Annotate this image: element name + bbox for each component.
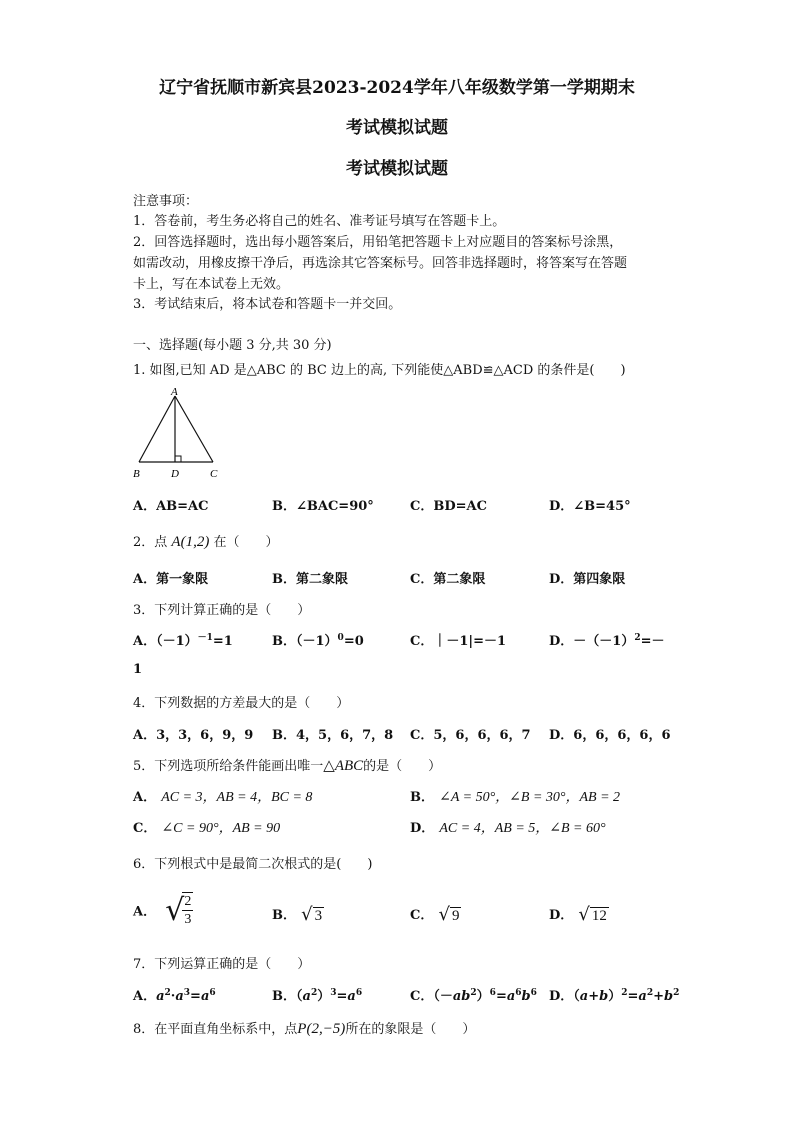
q3-d-base: D．－（－1） (549, 634, 635, 649)
q5-option-a (133, 786, 312, 806)
q3-b-sup: 0 (337, 633, 344, 643)
q5-stem (133, 755, 441, 775)
q6-c-radicand: 9 (451, 907, 460, 924)
q3-option-d (549, 630, 665, 649)
q1-option-b: B．∠BAC=90° (272, 499, 374, 514)
q1-option-c: C．BD=AC (410, 499, 487, 514)
q6-a-denominator: 3 (184, 912, 192, 927)
q5-d-label: D． (410, 821, 435, 836)
q3-stem: 3．下列计算正确的是（ ） (133, 603, 311, 618)
q6-d-radicand: 12 (591, 907, 607, 924)
notes-heading: 注意事项： (133, 194, 199, 209)
note-2a: 2．回答选择题时，选出每小题答案后，用铅笔把答题卡上对应题目的答案标号涂黑， (133, 235, 623, 250)
q5-option-b (410, 786, 620, 806)
q7-option-b: B．$(a^2)^3=a^6$ (272, 988, 363, 1004)
q8-stem-suffix: 所在的象限是（ ） (345, 1022, 476, 1037)
right-angle-mark (175, 456, 181, 462)
q5-a-label: A． (133, 790, 157, 805)
q3-option-d-wrap: 1 (133, 662, 143, 677)
q3-option-b (272, 630, 364, 649)
q6-c-label: C． (410, 908, 434, 923)
side-ac (175, 396, 213, 462)
q2-point: A(1,2) (171, 534, 210, 550)
q2-option-a: A．第一象限 (133, 572, 209, 587)
q7-option-a: A．$a^2\cdot a^3=a^6$ (133, 988, 216, 1004)
q6-b-label: B． (272, 908, 296, 923)
q3-b-rest: =0 (343, 634, 364, 649)
q1-option-a: A．AB=AC (133, 499, 209, 514)
side-ab (139, 396, 175, 462)
q8-point: P(2,−5) (297, 1021, 346, 1037)
q6-d-label: D． (549, 908, 574, 923)
q3-a-sup: －1 (197, 633, 213, 643)
q5-d-text: AC = 4，AB = 5，∠B = 60° (439, 821, 606, 836)
q6-option-b (272, 904, 324, 925)
label-c: C (210, 468, 218, 480)
q3-option-c: C．｜－1|=－1 (410, 634, 507, 649)
q5-option-d (410, 817, 606, 837)
q7-c-label: C． (410, 989, 434, 1004)
q3-a-rest: =1 (212, 634, 233, 649)
section-heading: 一、选择题(每小题 3 分,共 30 分) (133, 338, 332, 353)
q3-d-sup: 2 (634, 633, 641, 643)
sqrt-icon: √ (438, 904, 450, 925)
q4-option-a: A．3，3，6，9，9 (133, 728, 254, 743)
q4-stem: 4．下列数据的方差最大的是（ ） (133, 696, 350, 711)
q5-b-label: B． (410, 790, 434, 805)
q3-d-rest: =－ (640, 634, 665, 649)
note-2c: 卡上，写在本试卷上无效。 (133, 277, 290, 292)
q5-c-label: C． (133, 821, 157, 836)
q6-b-radicand: 3 (314, 907, 323, 924)
q5-option-c (133, 817, 280, 837)
q2-option-b: B．第二象限 (272, 572, 348, 587)
q1-stem: 1. 如图,已知 AD 是△ABC 的 BC 边上的高, 下列能使△ABD≌△ACD 的条件是( ) (133, 363, 626, 378)
q4-option-c: C．5，6，6，6，7 (410, 728, 531, 743)
page-subtitle-repeat: 考试模拟试题 (346, 159, 448, 179)
note-3: 3．考试结束后，将本试卷和答题卡一并交回。 (133, 297, 402, 312)
q5-a-text: AC = 3，AB = 4，BC = 8 (161, 790, 313, 805)
sqrt-icon: √ (301, 904, 313, 925)
q3-option-a (133, 630, 233, 649)
q1-option-d: D．∠B=45° (549, 499, 631, 514)
q2-option-d: D．第四象限 (549, 572, 626, 587)
q3-b-base: B．（－1） (272, 634, 338, 649)
label-a: A (171, 386, 178, 398)
sqrt-icon: √ (165, 892, 185, 928)
q2-stem-prefix: 2．点 (133, 535, 168, 550)
label-d: D (171, 468, 179, 480)
q7-option-d: D．$(a+b)^2=a^2+b^2$ (549, 988, 680, 1004)
q5-triangle: △ABC (323, 758, 364, 774)
q1-triangle-figure (130, 384, 230, 484)
q6-stem: 6．下列根式中是最简二次根式的是( ) (133, 857, 373, 872)
q7-stem: 7．下列运算正确的是（ ） (133, 957, 311, 972)
q5-stem-prefix: 5．下列选项所给条件能画出唯一 (133, 759, 324, 774)
q2-option-c: C．第二象限 (410, 572, 486, 587)
label-b: B (133, 468, 140, 480)
page-title: 辽宁省抚顺市新宾县2023-2024学年八年级数学第一学期期末 (159, 78, 635, 98)
q6-a-label: A． (133, 904, 157, 920)
note-1: 1．答卷前，考生务必将自己的姓名、准考证号填写在答题卡上。 (133, 214, 506, 229)
q2-stem-suffix: 在（ ） (213, 535, 279, 550)
page-subtitle: 考试模拟试题 (346, 118, 448, 138)
q2-stem (133, 531, 278, 551)
q7-b-label: B． (272, 989, 296, 1004)
q8-stem-prefix: 8．在平面直角坐标系中，点 (133, 1022, 298, 1037)
q6-option-d (549, 904, 609, 925)
sqrt-icon: √ (578, 904, 590, 925)
q5-c-text: ∠C = 90°，AB = 90 (161, 821, 281, 836)
q6-a-numerator: 2 (184, 894, 192, 909)
q3-a-base: A．（－1） (133, 634, 198, 649)
q6-option-a (133, 892, 193, 928)
q8-stem (133, 1018, 475, 1038)
q4-option-d: D．6，6，6，6，6 (549, 728, 671, 743)
q7-d-label: D． (549, 989, 574, 1004)
q6-option-c (410, 904, 461, 925)
q5-b-text: ∠A = 50°，∠B = 30°，AB = 2 (439, 790, 621, 805)
note-2b: 如需改动，用橡皮擦干净后，再选涂其它答案标号。回答非选择题时，将答案写在答题 (133, 256, 628, 271)
q7-option-c: C．$(-ab^2)^6=a^6b^6$ (410, 988, 537, 1004)
q6-a-fraction (182, 892, 193, 928)
q5-stem-suffix: 的是（ ） (363, 759, 442, 774)
q7-a-label: A． (133, 989, 157, 1004)
q4-option-b: B．4，5，6，7，8 (272, 728, 394, 743)
